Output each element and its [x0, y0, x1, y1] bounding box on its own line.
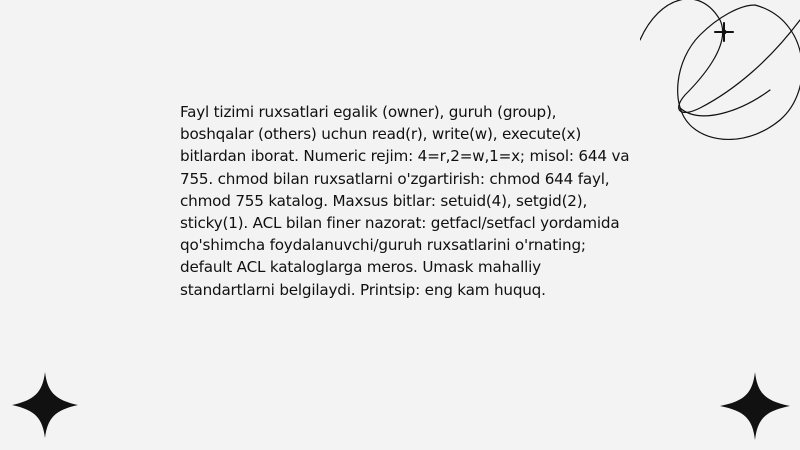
four-point-star-icon — [718, 370, 792, 442]
four-point-star-icon — [10, 370, 80, 440]
orbit-lines-icon — [640, 0, 800, 150]
body-text: Fayl tizimi ruxsatlari egalik (owner), guruh (group), boshqalar (others) uchun read(r), write(w), execute(x) bitlardan iborat. Numeric rejim: 4=r,2=w,1=x; misol: 644 va 755. chmod bilan ruxsatlarni o'zgartirish: chmod 644 fayl, chmod 755 katalog. Maxsus bitlar: setuid(4), setgid(2), sticky(1). ACL bilan finer nazorat: getfacl/setfacl yordamida qo'shimcha foydalanuvchi/guruh ruxsatlarini o'rnating; default ACL kataloglarga meros. Umask mahalliy standartlarni belgilaydi. Printsip: eng kam huquq. — [180, 103, 630, 299]
